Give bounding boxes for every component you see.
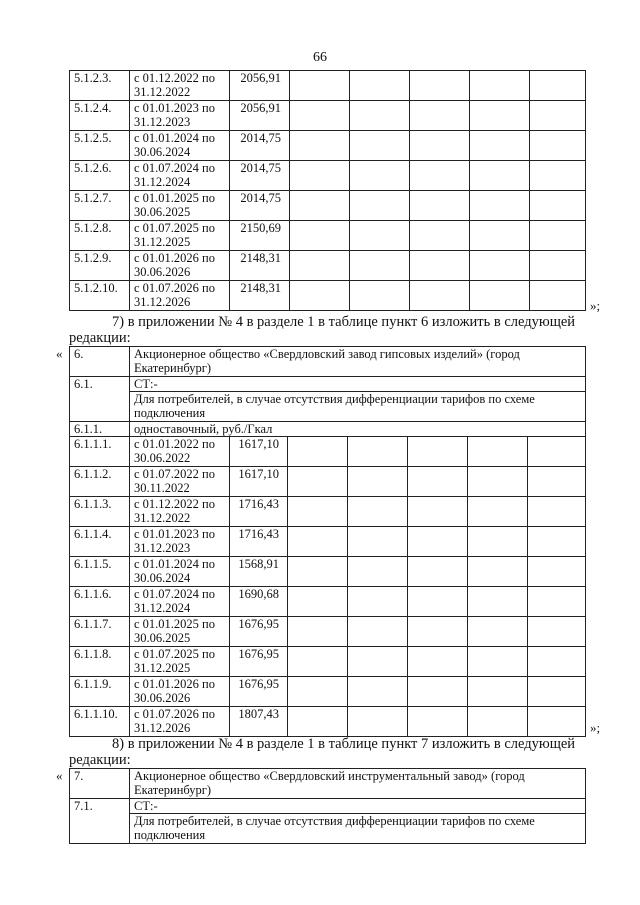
row-value: 1716,43 (230, 497, 288, 527)
rate-label: одноставочный, руб./Гкал (130, 422, 586, 437)
row-value: 1807,43 (230, 707, 288, 737)
row-value: 1676,95 (230, 647, 288, 677)
end-quote-2: »; (590, 720, 601, 735)
empty-cell (288, 587, 348, 617)
empty-cell (410, 221, 470, 251)
empty-cell (408, 527, 468, 557)
row-number: 6.1.1.7. (70, 617, 130, 647)
row-number: 5.1.2.10. (70, 281, 130, 311)
table-row (70, 191, 586, 221)
empty-cell (528, 497, 586, 527)
sub-num: 6.1. (70, 377, 130, 422)
org-name: Акционерное общество «Свердловский завод гипсовых изделий» (город Екатеринбург) (130, 347, 586, 377)
empty-cell (468, 437, 528, 467)
empty-cell (410, 161, 470, 191)
paragraph-7-line1: 7) в приложении № 4 в разделе 1 в таблице пункт 6 изложить в следующей (112, 314, 576, 330)
tariff-table-5 (69, 70, 586, 311)
org-row-7 (70, 769, 586, 799)
row-value: 2056,91 (230, 101, 290, 131)
row-value: 2014,75 (230, 161, 290, 191)
empty-cell (530, 71, 586, 101)
empty-cell (530, 281, 586, 311)
empty-cell (528, 527, 586, 557)
empty-cell (528, 617, 586, 647)
empty-cell (288, 617, 348, 647)
table-row (70, 101, 586, 131)
empty-cell (408, 617, 468, 647)
empty-cell (408, 437, 468, 467)
empty-cell (408, 647, 468, 677)
table-row (70, 707, 586, 737)
empty-cell (350, 131, 410, 161)
empty-cell (470, 71, 530, 101)
empty-cell (290, 131, 350, 161)
empty-cell (408, 587, 468, 617)
empty-cell (408, 557, 468, 587)
row-value: 2148,31 (230, 281, 290, 311)
table-row (70, 251, 586, 281)
paragraph-8-line2: редакции: (69, 752, 131, 768)
consumers-row-6 (70, 392, 586, 422)
tariff-table-7 (69, 768, 586, 844)
empty-cell (408, 467, 468, 497)
empty-cell (288, 437, 348, 467)
consumers-label: Для потребителей, в случае отсутствия дифференциации тарифов по схеме подключения (130, 814, 586, 844)
empty-cell (290, 221, 350, 251)
table-row (70, 221, 586, 251)
row-period: с 01.01.2023 по 31.12.2023 (130, 527, 230, 557)
empty-cell (468, 527, 528, 557)
empty-cell (348, 557, 408, 587)
empty-cell (470, 221, 530, 251)
consumers-label: Для потребителей, в случае отсутствия дифференциации тарифов по схеме подключения (130, 392, 586, 422)
empty-cell (290, 191, 350, 221)
table-row (70, 677, 586, 707)
table-row (70, 557, 586, 587)
row-period: с 01.01.2022 по 30.06.2022 (130, 437, 230, 467)
row-number: 6.1.1.5. (70, 557, 130, 587)
empty-cell (470, 281, 530, 311)
empty-cell (350, 71, 410, 101)
row-number: 5.1.2.3. (70, 71, 130, 101)
empty-cell (348, 497, 408, 527)
sub-row-6-1 (70, 377, 586, 392)
empty-cell (530, 251, 586, 281)
empty-cell (348, 707, 408, 737)
row-number: 5.1.2.7. (70, 191, 130, 221)
org-num: 7. (70, 769, 130, 799)
row-period: с 01.01.2025 по 30.06.2025 (130, 617, 230, 647)
empty-cell (530, 131, 586, 161)
row-period: с 01.07.2025 по 31.12.2025 (130, 221, 230, 251)
table-row (70, 497, 586, 527)
empty-cell (470, 161, 530, 191)
row-period: с 01.12.2022 по 31.12.2022 (130, 71, 230, 101)
end-quote-1: »; (590, 298, 601, 313)
row-number: 6.1.1.2. (70, 467, 130, 497)
empty-cell (348, 647, 408, 677)
empty-cell (410, 131, 470, 161)
empty-cell (290, 101, 350, 131)
row-number: 5.1.2.8. (70, 221, 130, 251)
row-period: с 01.01.2023 по 31.12.2023 (130, 101, 230, 131)
empty-cell (290, 281, 350, 311)
empty-cell (290, 251, 350, 281)
row-number: 5.1.2.6. (70, 161, 130, 191)
rate-num: 6.1.1. (70, 422, 130, 437)
row-value: 1568,91 (230, 557, 288, 587)
empty-cell (348, 527, 408, 557)
open-quote-1: « (56, 346, 63, 361)
empty-cell (350, 221, 410, 251)
empty-cell (470, 251, 530, 281)
sub-num: 7.1. (70, 799, 130, 844)
empty-cell (288, 467, 348, 497)
table-row (70, 437, 586, 467)
row-number: 6.1.1.8. (70, 647, 130, 677)
empty-cell (468, 467, 528, 497)
empty-cell (288, 557, 348, 587)
empty-cell (288, 647, 348, 677)
row-value: 2056,91 (230, 71, 290, 101)
empty-cell (348, 437, 408, 467)
org-row-6 (70, 347, 586, 377)
row-value: 2014,75 (230, 191, 290, 221)
empty-cell (288, 677, 348, 707)
org-num: 6. (70, 347, 130, 377)
empty-cell (528, 557, 586, 587)
row-period: с 01.12.2022 по 31.12.2022 (130, 497, 230, 527)
row-number: 6.1.1.1. (70, 437, 130, 467)
empty-cell (348, 677, 408, 707)
row-value: 1617,10 (230, 467, 288, 497)
tariff-table-6 (69, 346, 586, 737)
empty-cell (528, 647, 586, 677)
row-value: 1690,68 (230, 587, 288, 617)
empty-cell (350, 191, 410, 221)
table-row (70, 131, 586, 161)
paragraph-8-line1: 8) в приложении № 4 в разделе 1 в таблице пункт 7 изложить в следующей (112, 736, 576, 752)
open-quote-2: « (56, 768, 63, 783)
empty-cell (348, 587, 408, 617)
row-number: 5.1.2.5. (70, 131, 130, 161)
table-row (70, 647, 586, 677)
empty-cell (468, 557, 528, 587)
paragraph-7-line2: редакции: (69, 330, 131, 346)
row-value: 1676,95 (230, 677, 288, 707)
row-period: с 01.07.2024 по 31.12.2024 (130, 161, 230, 191)
row-number: 6.1.1.10. (70, 707, 130, 737)
empty-cell (468, 617, 528, 647)
row-number: 6.1.1.3. (70, 497, 130, 527)
empty-cell (348, 467, 408, 497)
empty-cell (468, 707, 528, 737)
empty-cell (410, 251, 470, 281)
row-value: 2014,75 (230, 131, 290, 161)
row-value: 1617,10 (230, 437, 288, 467)
empty-cell (530, 191, 586, 221)
empty-cell (288, 497, 348, 527)
row-number: 6.1.1.6. (70, 587, 130, 617)
row-period: с 01.07.2022 по 30.11.2022 (130, 467, 230, 497)
row-value: 2148,31 (230, 251, 290, 281)
row-number: 5.1.2.9. (70, 251, 130, 281)
empty-cell (528, 677, 586, 707)
rate-row-6-1-1 (70, 422, 586, 437)
empty-cell (290, 71, 350, 101)
empty-cell (468, 587, 528, 617)
row-period: с 01.01.2026 по 30.06.2026 (130, 251, 230, 281)
empty-cell (530, 161, 586, 191)
sub-label: СТ:- (130, 377, 586, 392)
empty-cell (468, 677, 528, 707)
page-number: 66 (313, 50, 327, 65)
empty-cell (528, 467, 586, 497)
empty-cell (350, 281, 410, 311)
empty-cell (408, 677, 468, 707)
table-row (70, 71, 586, 101)
sub-row-7-1 (70, 799, 586, 814)
empty-cell (408, 497, 468, 527)
empty-cell (530, 101, 586, 131)
empty-cell (348, 617, 408, 647)
row-period: с 01.01.2025 по 30.06.2025 (130, 191, 230, 221)
table-row (70, 587, 586, 617)
row-number: 5.1.2.4. (70, 101, 130, 131)
row-period: с 01.07.2026 по 31.12.2026 (130, 281, 230, 311)
row-period: с 01.07.2024 по 31.12.2024 (130, 587, 230, 617)
empty-cell (410, 71, 470, 101)
row-value: 1716,43 (230, 527, 288, 557)
empty-cell (468, 647, 528, 677)
empty-cell (350, 161, 410, 191)
table-row (70, 617, 586, 647)
empty-cell (408, 707, 468, 737)
row-period: с 01.01.2026 по 30.06.2026 (130, 677, 230, 707)
empty-cell (528, 587, 586, 617)
empty-cell (468, 497, 528, 527)
table-row (70, 527, 586, 557)
row-number: 6.1.1.9. (70, 677, 130, 707)
empty-cell (410, 191, 470, 221)
table-row (70, 281, 586, 311)
row-period: с 01.07.2025 по 31.12.2025 (130, 647, 230, 677)
row-period: с 01.01.2024 по 30.06.2024 (130, 131, 230, 161)
row-value: 2150,69 (230, 221, 290, 251)
sub-label: СТ:- (130, 799, 586, 814)
empty-cell (350, 101, 410, 131)
empty-cell (528, 437, 586, 467)
empty-cell (530, 221, 586, 251)
empty-cell (470, 131, 530, 161)
empty-cell (350, 251, 410, 281)
empty-cell (528, 707, 586, 737)
row-number: 6.1.1.4. (70, 527, 130, 557)
empty-cell (410, 281, 470, 311)
empty-cell (410, 101, 470, 131)
empty-cell (288, 707, 348, 737)
empty-cell (470, 101, 530, 131)
consumers-row-7 (70, 814, 586, 844)
row-period: с 01.07.2026 по 31.12.2026 (130, 707, 230, 737)
empty-cell (470, 191, 530, 221)
table-row (70, 161, 586, 191)
row-period: с 01.01.2024 по 30.06.2024 (130, 557, 230, 587)
table-row (70, 467, 586, 497)
empty-cell (290, 161, 350, 191)
org-name: Акционерное общество «Свердловский инструментальный завод» (город Екатеринбург) (130, 769, 586, 799)
row-value: 1676,95 (230, 617, 288, 647)
empty-cell (288, 527, 348, 557)
